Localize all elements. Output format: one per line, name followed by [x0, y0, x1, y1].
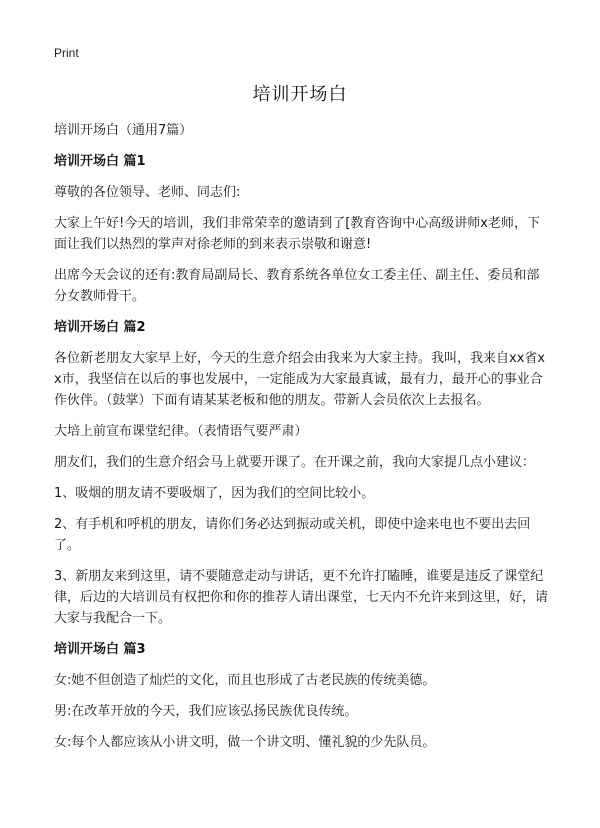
paragraph: 1、吸烟的朋友请不要吸烟了，因为我们的空间比较小。	[54, 486, 375, 501]
paragraph: 女:她不但创造了灿烂的文化，而且也形成了古老民族的传统美德。	[54, 673, 436, 688]
section-heading-2: 培训开场白 篇2	[54, 320, 146, 335]
paragraph: 各位新老朋友大家早上好，今天的生意介绍会由我来为大家主持。我叫，我来自xx省xx市，我坚信在以后的事也发展中，一定能成为大家最真诚，最有力，最开心的事业合作伙伴。（鼓掌）下面有请某某老板和他的朋友。带新人会员依次上去报名。	[54, 351, 546, 408]
paragraph: 大培上前宣布课堂纪律。（表情语气要严肃）	[54, 424, 308, 439]
paragraph: 尊敬的各位领导、老师、同志们:	[54, 185, 241, 200]
section-heading-3: 培训开场白 篇3	[54, 642, 146, 657]
paragraph: 朋友们，我们的生意介绍会马上就要开课了。在开课之前，我向大家提几点小建议：	[54, 455, 536, 470]
paragraph: 3、新朋友来到这里，请不要随意走动与讲话，更不允许打瞌睡，谁要是违反了课堂纪律，后边的大培训员有权把你和你的推荐人请出课堂，七天内不允许来到这里，好，请大家与我配合一下。	[54, 569, 549, 626]
paragraph: 女:每个人都应该从小讲文明，做一个讲文明、懂礼貌的少先队员。	[54, 735, 436, 750]
section-heading-1: 培训开场白 篇1	[54, 154, 146, 169]
paragraph: 出席今天会议的还有:教育局副局长、教育系统各单位女工委主任、副主任、委员和部分女教师骨干。	[54, 268, 540, 304]
print-label: Print	[54, 46, 79, 60]
page-title: 培训开场白	[252, 84, 348, 105]
document-subtitle: 培训开场白（通用7篇）	[54, 123, 193, 138]
paragraph: 大家上午好!今天的培训，我们非常荣幸的邀请到了[教育咨询中心高级讲师x老师，下面让我们以热烈的掌声对徐老师的到来表示崇敬和谢意!	[54, 216, 540, 252]
paragraph: 2、有手机和呼机的朋友，请你们务必达到振动或关机，即使中途来电也不要出去回了。	[54, 517, 531, 553]
document-body	[54, 120, 550, 763]
paragraph: 男:在改革开放的今天，我们应该弘扬民族优良传统。	[54, 704, 358, 719]
